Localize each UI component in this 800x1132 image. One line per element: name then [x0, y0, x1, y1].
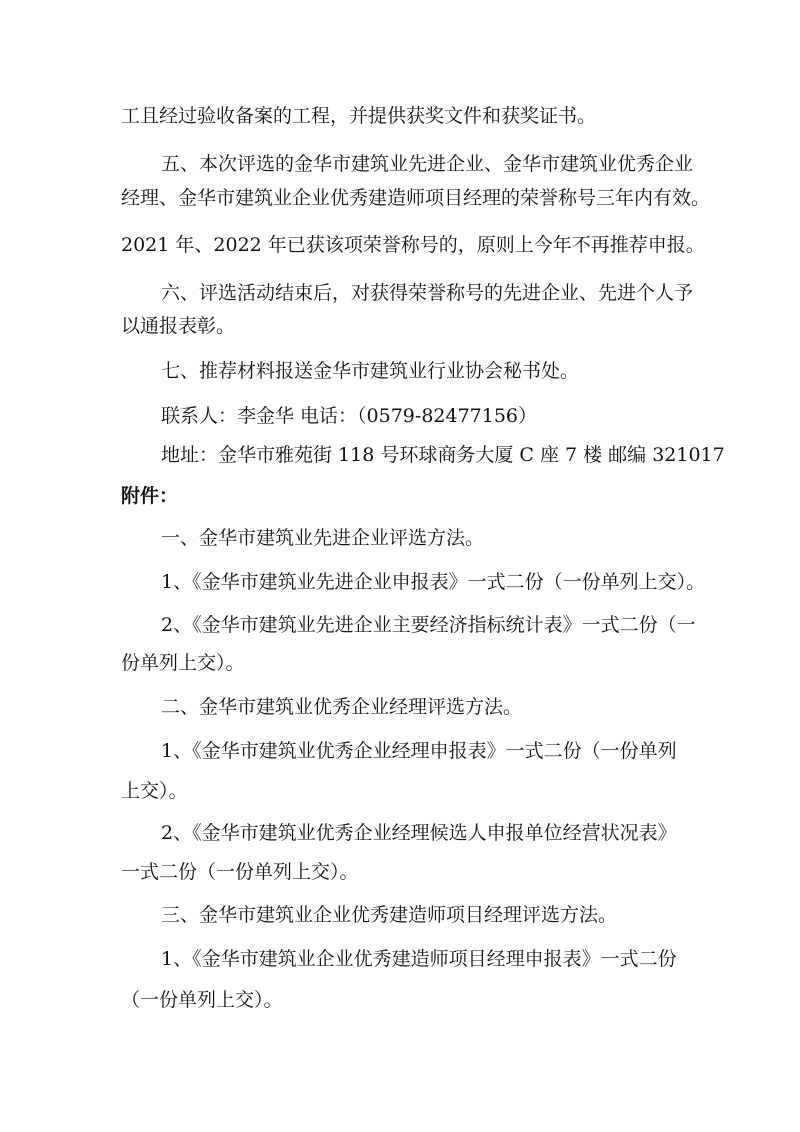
section-seven-line: 七、推荐材料报送金华市建筑业行业协会秘书处。	[161, 360, 580, 382]
contact-line: 联系人：李金华 电话：（0579-82477156）	[161, 405, 538, 427]
attachment-three-item-1-line-2: （一份单列上交）。	[121, 989, 283, 1011]
attachment-one-title: 一、金华市建筑业先进企业评选方法。	[161, 527, 485, 549]
address-line: 地址：金华市雅苑街 118 号环球商务大厦 C 座 7 楼 邮编 321017	[161, 444, 725, 466]
paragraph-line-1: 工且经过验收备案的工程，并提供获奖文件和获奖证书。	[121, 105, 597, 127]
attachment-three-title: 三、金华市建筑业企业优秀建造师项目经理评选方法。	[161, 904, 618, 926]
attachment-two-item-2-line-1: 2、《金华市建筑业优秀企业经理候选人申报单位经营状况表》	[161, 822, 677, 844]
attachment-two-item-2-line-2: 一式二份（一份单列上交）。	[121, 861, 359, 883]
attachment-two-title: 二、金华市建筑业优秀企业经理评选方法。	[161, 696, 523, 718]
attachment-three-item-1-line-1: 1、《金华市建筑业企业优秀建造师项目经理申报表》一式二份	[161, 948, 677, 970]
attachment-one-item-1: 1、《金华市建筑业先进企业申报表》一式二份（一份单列上交）。	[161, 571, 706, 593]
attachments-heading: 附件：	[121, 485, 179, 507]
section-five-line-2: 经理、金华市建筑业企业优秀建造师项目经理的荣誉称号三年内有效。	[121, 187, 711, 209]
section-five-line-3: 2021 年、2022 年已获该项荣誉称号的，原则上今年不再推荐申报。	[121, 234, 705, 256]
section-five-line-1: 五、本次评选的金华市建筑业先进企业、金华市建筑业优秀企业	[161, 153, 694, 175]
attachment-one-item-2-line-2: 份单列上交）。	[121, 652, 245, 674]
section-six-line-1: 六、评选活动结束后，对获得荣誉称号的先进企业、先进个人予	[161, 282, 694, 304]
section-six-line-2: 以通报表彰。	[121, 315, 236, 337]
attachment-one-item-2-line-1: 2、《金华市建筑业先进企业主要经济指标统计表》一式二份（一	[161, 614, 696, 636]
attachment-two-item-1-line-2: 上交）。	[121, 780, 188, 802]
attachment-two-item-1-line-1: 1、《金华市建筑业优秀企业经理申报表》一式二份（一份单列	[161, 740, 677, 762]
